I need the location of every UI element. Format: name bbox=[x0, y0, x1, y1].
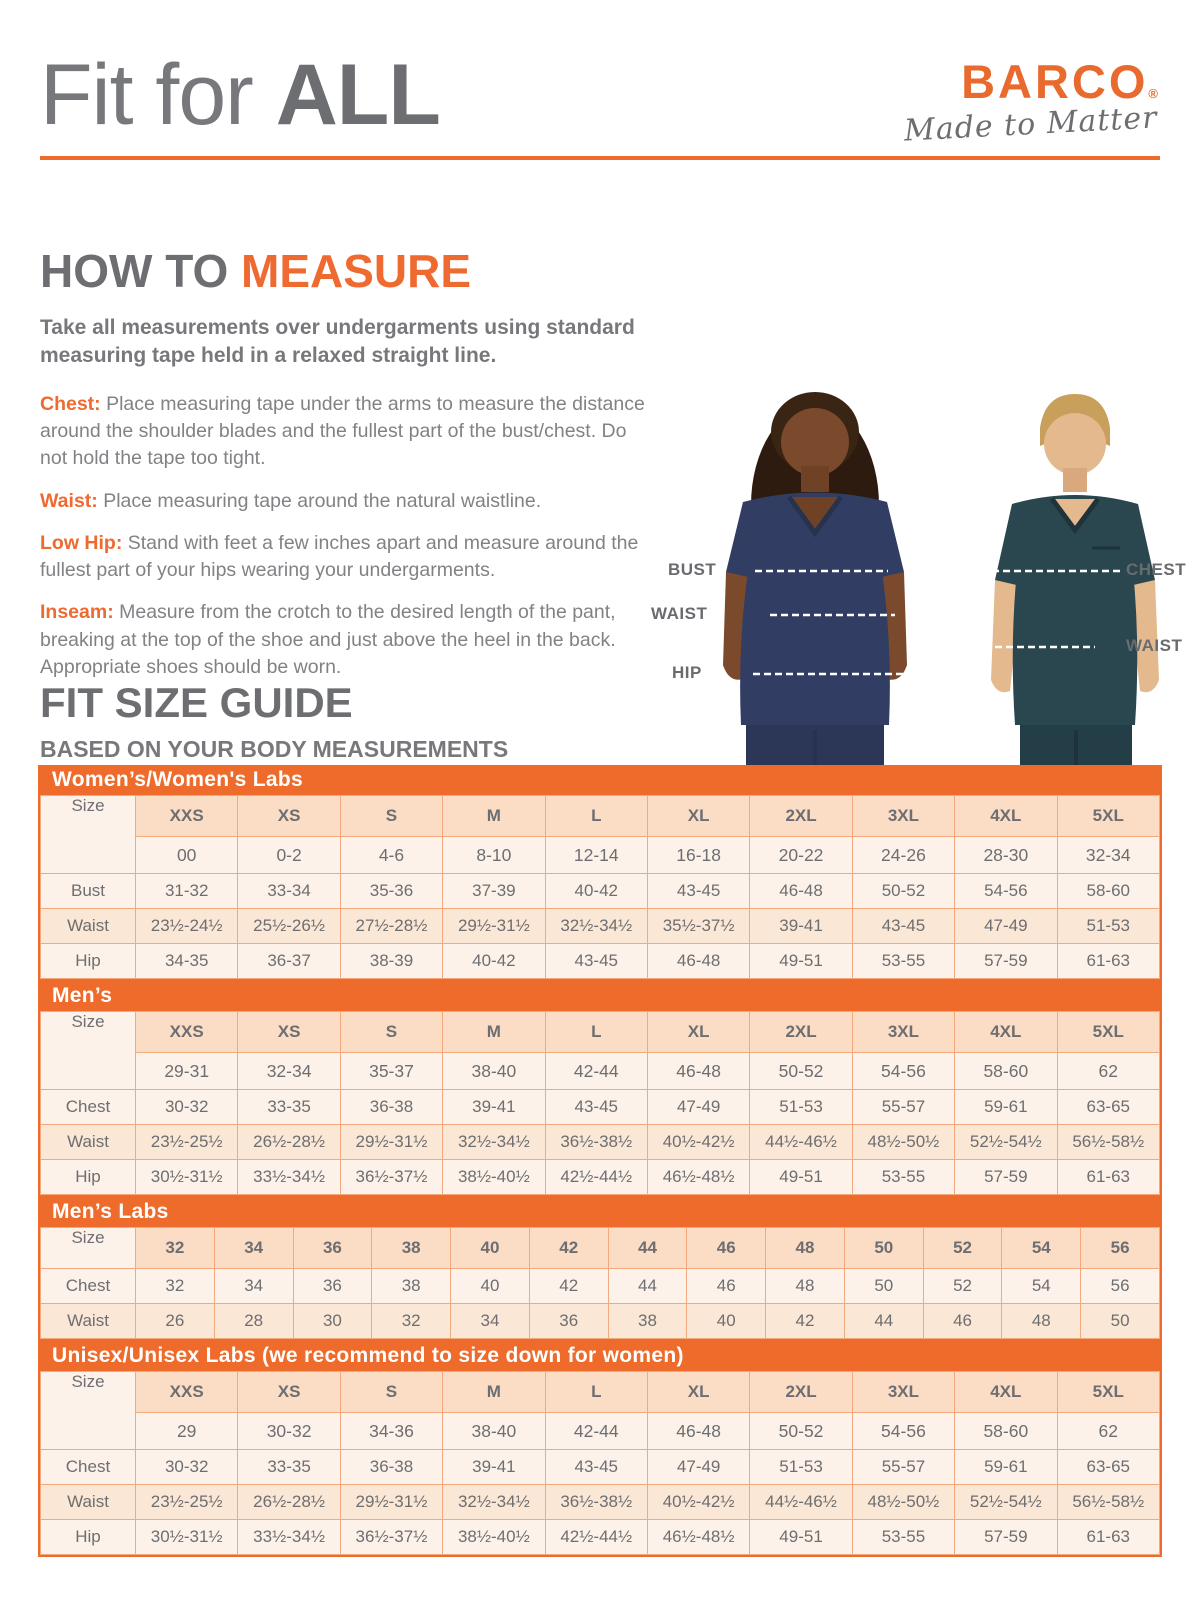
measurement-cell: 39-41 bbox=[443, 1450, 545, 1485]
measurement-cell: 46-48 bbox=[750, 874, 852, 909]
measurement-cell: 42½-44½ bbox=[545, 1520, 647, 1555]
measurement-cell: 44 bbox=[608, 1269, 687, 1304]
measurement-cell: 38½-40½ bbox=[443, 1160, 545, 1195]
measurement-cell: 32½-34½ bbox=[443, 1125, 545, 1160]
measurement-row bbox=[41, 874, 1160, 909]
measurement-cell: 38 bbox=[372, 1269, 451, 1304]
size-letter-cell: 38 bbox=[372, 1228, 451, 1269]
measurement-cell: 40½-42½ bbox=[647, 1125, 749, 1160]
measurement-cell: 31-32 bbox=[136, 874, 238, 909]
measurement-cell: 23½-25½ bbox=[136, 1125, 238, 1160]
step-label: Chest: bbox=[40, 392, 101, 415]
size-row-label: Size bbox=[41, 1372, 136, 1450]
measurement-cell: 44½-46½ bbox=[750, 1485, 852, 1520]
size-number-cell: 32-34 bbox=[238, 1053, 340, 1090]
measurement-row-label: Hip bbox=[41, 1160, 136, 1195]
measurement-cell: 34 bbox=[451, 1304, 530, 1339]
measurement-row bbox=[41, 1485, 1160, 1520]
measure-step-chest bbox=[40, 391, 655, 473]
measurement-cell: 35½-37½ bbox=[647, 909, 749, 944]
measurement-cell: 40-42 bbox=[545, 874, 647, 909]
measurement-cell: 30 bbox=[293, 1304, 372, 1339]
size-letter-cell: XS bbox=[238, 1012, 340, 1053]
measurement-cell: 47-49 bbox=[647, 1090, 749, 1125]
size-letter-cell: 50 bbox=[844, 1228, 923, 1269]
measurement-cell: 32 bbox=[372, 1304, 451, 1339]
bust-label: BUST bbox=[668, 560, 717, 579]
size-number-cell: 42-44 bbox=[545, 1413, 647, 1450]
size-letter-cell: 3XL bbox=[852, 1372, 954, 1413]
size-letter-cell: 44 bbox=[608, 1228, 687, 1269]
size-table-title: Men’s bbox=[40, 981, 1160, 1011]
size-number-row bbox=[41, 837, 1160, 874]
measurement-row-label: Hip bbox=[41, 944, 136, 979]
size-letter-cell: XL bbox=[647, 796, 749, 837]
step-text: Stand with feet a few inches apart and measure around the fullest part of your hips wearing your undergarments. bbox=[40, 531, 639, 582]
size-row-label: Size bbox=[41, 1228, 136, 1269]
measurement-cell: 54 bbox=[1002, 1269, 1081, 1304]
size-number-cell: 24-26 bbox=[852, 837, 954, 874]
measurement-row-label: Chest bbox=[41, 1090, 136, 1125]
measurement-cell: 33-35 bbox=[238, 1450, 340, 1485]
measurement-cell: 48 bbox=[1002, 1304, 1081, 1339]
measurement-cell: 36-38 bbox=[340, 1090, 442, 1125]
measurement-cell: 55-57 bbox=[852, 1450, 954, 1485]
measurement-cell: 32½-34½ bbox=[443, 1485, 545, 1520]
size-number-cell: 30-32 bbox=[238, 1413, 340, 1450]
size-number-cell: 34-36 bbox=[340, 1413, 442, 1450]
size-table bbox=[38, 1341, 1162, 1557]
size-table bbox=[38, 981, 1162, 1197]
measurement-cell: 47-49 bbox=[647, 1450, 749, 1485]
size-letter-row bbox=[41, 1228, 1160, 1269]
heading-orange-part: MEASURE bbox=[241, 245, 472, 297]
size-number-cell: 50-52 bbox=[750, 1053, 852, 1090]
size-letter-cell: 32 bbox=[136, 1228, 215, 1269]
measurement-cell: 39-41 bbox=[750, 909, 852, 944]
size-letter-cell: S bbox=[340, 1012, 442, 1053]
measurement-cell: 43-45 bbox=[545, 1450, 647, 1485]
measurement-cell: 50 bbox=[1081, 1304, 1160, 1339]
measurement-cell: 28 bbox=[214, 1304, 293, 1339]
man-figure bbox=[970, 394, 1159, 785]
measurement-cell: 34 bbox=[214, 1269, 293, 1304]
measurement-row bbox=[41, 1450, 1160, 1485]
size-letter-cell: 2XL bbox=[750, 1372, 852, 1413]
step-text: Place measuring tape under the arms to measure the distance around the shoulder blades and the fullest part of the bust/chest. Do not hold the tape too tight. bbox=[40, 392, 645, 470]
measurement-cell: 54-56 bbox=[955, 874, 1057, 909]
size-letter-cell: XL bbox=[647, 1372, 749, 1413]
measurement-cell: 49-51 bbox=[750, 944, 852, 979]
measurement-cell: 36-37 bbox=[238, 944, 340, 979]
measurement-cell: 61-63 bbox=[1057, 944, 1159, 979]
measurement-cell: 26 bbox=[136, 1304, 215, 1339]
measurement-cell: 23½-24½ bbox=[136, 909, 238, 944]
size-grid bbox=[40, 795, 1160, 979]
size-number-cell: 54-56 bbox=[852, 1053, 954, 1090]
size-table-title: Women’s/Women's Labs bbox=[40, 765, 1160, 795]
measurement-cell: 55-57 bbox=[852, 1090, 954, 1125]
how-to-measure-heading bbox=[40, 245, 655, 297]
registered-mark-icon: ® bbox=[1148, 86, 1158, 101]
measurement-cell: 42 bbox=[529, 1269, 608, 1304]
size-number-cell: 54-56 bbox=[852, 1413, 954, 1450]
measurement-cell: 35-36 bbox=[340, 874, 442, 909]
size-tables bbox=[38, 765, 1162, 1557]
measurement-cell: 53-55 bbox=[852, 944, 954, 979]
measurement-row-label: Chest bbox=[41, 1450, 136, 1485]
size-letter-cell: S bbox=[340, 796, 442, 837]
size-letter-cell: 5XL bbox=[1057, 1372, 1159, 1413]
measurement-row bbox=[41, 1090, 1160, 1125]
measurement-cell: 49-51 bbox=[750, 1520, 852, 1555]
size-letter-cell: 5XL bbox=[1057, 796, 1159, 837]
size-number-cell: 12-14 bbox=[545, 837, 647, 874]
measurement-cell: 39-41 bbox=[443, 1090, 545, 1125]
how-to-measure-section bbox=[40, 245, 655, 696]
measurement-cell: 53-55 bbox=[852, 1160, 954, 1195]
size-letter-cell: 5XL bbox=[1057, 1012, 1159, 1053]
measurement-cell: 36½-37½ bbox=[340, 1160, 442, 1195]
size-grid bbox=[40, 1227, 1160, 1339]
step-label: Low Hip: bbox=[40, 531, 123, 554]
measurement-row-label: Waist bbox=[41, 1485, 136, 1520]
measurement-cell: 44½-46½ bbox=[750, 1125, 852, 1160]
measure-step-low-hip bbox=[40, 530, 655, 585]
size-number-cell: 4-6 bbox=[340, 837, 442, 874]
page-title-light: Fit for bbox=[40, 47, 276, 143]
size-letter-cell: 54 bbox=[1002, 1228, 1081, 1269]
size-letter-cell: M bbox=[443, 1012, 545, 1053]
measurement-cell: 59-61 bbox=[955, 1090, 1057, 1125]
measurement-cell: 33½-34½ bbox=[238, 1160, 340, 1195]
measurement-cell: 52½-54½ bbox=[955, 1125, 1057, 1160]
measurement-cell: 59-61 bbox=[955, 1450, 1057, 1485]
size-grid bbox=[40, 1371, 1160, 1555]
models-illustration bbox=[640, 380, 1200, 785]
measurement-cell: 38-39 bbox=[340, 944, 442, 979]
measurement-cell: 40-42 bbox=[443, 944, 545, 979]
size-letter-cell: M bbox=[443, 1372, 545, 1413]
size-letter-cell: XS bbox=[238, 796, 340, 837]
size-letter-cell: 52 bbox=[923, 1228, 1002, 1269]
size-number-cell: 38-40 bbox=[443, 1413, 545, 1450]
size-row-label: Size bbox=[41, 796, 136, 874]
size-letter-cell: 3XL bbox=[852, 796, 954, 837]
measure-step-inseam bbox=[40, 599, 655, 681]
header-divider bbox=[40, 156, 1160, 160]
measurement-cell: 38½-40½ bbox=[443, 1520, 545, 1555]
size-letter-cell: XS bbox=[238, 1372, 340, 1413]
size-letter-cell: 4XL bbox=[955, 1372, 1057, 1413]
measurement-row bbox=[41, 909, 1160, 944]
measurement-cell: 36½-37½ bbox=[340, 1520, 442, 1555]
size-letter-cell: 56 bbox=[1081, 1228, 1160, 1269]
measurement-cell: 52½-54½ bbox=[955, 1485, 1057, 1520]
step-text: Measure from the crotch to the desired length of the pant, breaking at the top of the shoe and just above the heel in the back. Appropriate shoes should be worn. bbox=[40, 601, 616, 679]
measurement-cell: 30½-31½ bbox=[136, 1520, 238, 1555]
measurement-row-label: Chest bbox=[41, 1269, 136, 1304]
size-number-cell: 58-60 bbox=[955, 1053, 1057, 1090]
page-title bbox=[40, 47, 440, 143]
measurement-row-label: Bust bbox=[41, 874, 136, 909]
measurement-cell: 51-53 bbox=[1057, 909, 1159, 944]
measurement-cell: 30-32 bbox=[136, 1450, 238, 1485]
size-letter-cell: L bbox=[545, 1372, 647, 1413]
size-number-cell: 62 bbox=[1057, 1053, 1159, 1090]
size-letter-cell: 4XL bbox=[955, 1012, 1057, 1053]
size-letter-row bbox=[41, 1372, 1160, 1413]
size-number-cell: 58-60 bbox=[955, 1413, 1057, 1450]
hip-label: HIP bbox=[672, 663, 702, 682]
size-table bbox=[38, 765, 1162, 981]
measurement-cell: 34-35 bbox=[136, 944, 238, 979]
measurement-cell: 57-59 bbox=[955, 944, 1057, 979]
size-letter-cell: 2XL bbox=[750, 1012, 852, 1053]
measurement-cell: 43-45 bbox=[852, 909, 954, 944]
measurement-cell: 37-39 bbox=[443, 874, 545, 909]
measurement-row bbox=[41, 1160, 1160, 1195]
size-number-cell: 28-30 bbox=[955, 837, 1057, 874]
size-letter-cell: 46 bbox=[687, 1228, 766, 1269]
measurement-cell: 42½-44½ bbox=[545, 1160, 647, 1195]
measurement-cell: 36 bbox=[293, 1269, 372, 1304]
size-letter-cell: S bbox=[340, 1372, 442, 1413]
size-letter-cell: 4XL bbox=[955, 796, 1057, 837]
measurement-row bbox=[41, 1520, 1160, 1555]
measurement-cell: 57-59 bbox=[955, 1520, 1057, 1555]
measurement-cell: 51-53 bbox=[750, 1450, 852, 1485]
measurement-cell: 36½-38½ bbox=[545, 1485, 647, 1520]
size-number-cell: 62 bbox=[1057, 1413, 1159, 1450]
size-letter-cell: XXS bbox=[136, 1372, 238, 1413]
measurement-cell: 43-45 bbox=[545, 1090, 647, 1125]
measurement-cell: 30-32 bbox=[136, 1090, 238, 1125]
measurement-cell: 57-59 bbox=[955, 1160, 1057, 1195]
models-photo bbox=[640, 380, 1200, 785]
size-letter-cell: XXS bbox=[136, 796, 238, 837]
size-letter-cell: 2XL bbox=[750, 796, 852, 837]
measurement-cell: 25½-26½ bbox=[238, 909, 340, 944]
barco-logo bbox=[903, 55, 1159, 149]
measurement-cell: 36½-38½ bbox=[545, 1125, 647, 1160]
measurement-row bbox=[41, 1304, 1160, 1339]
measurement-row-label: Hip bbox=[41, 1520, 136, 1555]
measurement-row-label: Waist bbox=[41, 1304, 136, 1339]
measurement-cell: 61-63 bbox=[1057, 1520, 1159, 1555]
measurement-cell: 49-51 bbox=[750, 1160, 852, 1195]
measurement-cell: 30½-31½ bbox=[136, 1160, 238, 1195]
size-number-cell: 42-44 bbox=[545, 1053, 647, 1090]
waist-label-woman: WAIST bbox=[651, 604, 708, 623]
measurement-cell: 48 bbox=[766, 1269, 845, 1304]
size-number-cell: 46-48 bbox=[647, 1053, 749, 1090]
measurement-cell: 61-63 bbox=[1057, 1160, 1159, 1195]
measurement-cell: 27½-28½ bbox=[340, 909, 442, 944]
measurement-cell: 58-60 bbox=[1057, 874, 1159, 909]
measurement-cell: 29½-31½ bbox=[340, 1485, 442, 1520]
measurement-cell: 33-34 bbox=[238, 874, 340, 909]
measurement-cell: 40 bbox=[451, 1269, 530, 1304]
size-number-row bbox=[41, 1413, 1160, 1450]
measurement-cell: 42 bbox=[766, 1304, 845, 1339]
measure-step-waist bbox=[40, 488, 655, 515]
size-letter-cell: 3XL bbox=[852, 1012, 954, 1053]
size-letter-cell: M bbox=[443, 796, 545, 837]
measurement-cell: 46½-48½ bbox=[647, 1160, 749, 1195]
size-number-cell: 00 bbox=[136, 837, 238, 874]
size-letter-cell: L bbox=[545, 1012, 647, 1053]
barco-tagline: Made to Matter bbox=[903, 100, 1159, 149]
measurement-cell: 32 bbox=[136, 1269, 215, 1304]
heading-gray-part: HOW TO bbox=[40, 245, 242, 297]
measurement-cell: 56½-58½ bbox=[1057, 1485, 1159, 1520]
chest-label: CHEST bbox=[1126, 560, 1187, 579]
measurement-cell: 40 bbox=[687, 1304, 766, 1339]
measurement-cell: 63-65 bbox=[1057, 1090, 1159, 1125]
measurement-cell: 40½-42½ bbox=[647, 1485, 749, 1520]
size-letter-cell: 42 bbox=[529, 1228, 608, 1269]
measurement-cell: 52 bbox=[923, 1269, 1002, 1304]
size-number-cell: 8-10 bbox=[443, 837, 545, 874]
measurement-cell: 51-53 bbox=[750, 1090, 852, 1125]
size-letter-cell: XL bbox=[647, 1012, 749, 1053]
size-number-cell: 20-22 bbox=[750, 837, 852, 874]
size-number-cell: 32-34 bbox=[1057, 837, 1159, 874]
size-letter-cell: 48 bbox=[766, 1228, 845, 1269]
size-table bbox=[38, 1197, 1162, 1341]
size-number-cell: 29-31 bbox=[136, 1053, 238, 1090]
size-letter-cell: L bbox=[545, 796, 647, 837]
size-number-row bbox=[41, 1053, 1160, 1090]
measurement-cell: 46 bbox=[687, 1269, 766, 1304]
measurement-cell: 50 bbox=[844, 1269, 923, 1304]
size-number-cell: 0-2 bbox=[238, 837, 340, 874]
measurement-row-label: Waist bbox=[41, 909, 136, 944]
measurement-cell: 33½-34½ bbox=[238, 1520, 340, 1555]
size-letter-cell: 36 bbox=[293, 1228, 372, 1269]
measurement-cell: 48½-50½ bbox=[852, 1485, 954, 1520]
fit-size-guide-heading: FIT SIZE GUIDE bbox=[40, 679, 353, 726]
step-label: Waist: bbox=[40, 489, 98, 512]
size-letter-cell: 34 bbox=[214, 1228, 293, 1269]
measurement-row bbox=[41, 1125, 1160, 1160]
measurement-cell: 63-65 bbox=[1057, 1450, 1159, 1485]
measurement-row bbox=[41, 1269, 1160, 1304]
measurement-cell: 32½-34½ bbox=[545, 909, 647, 944]
measurement-row bbox=[41, 944, 1160, 979]
waist-label-man: WAIST bbox=[1126, 636, 1183, 655]
size-grid bbox=[40, 1011, 1160, 1195]
measurement-cell: 46-48 bbox=[647, 944, 749, 979]
step-label: Inseam: bbox=[40, 601, 114, 624]
measurement-cell: 29½-31½ bbox=[340, 1125, 442, 1160]
measurement-cell: 33-35 bbox=[238, 1090, 340, 1125]
measurement-cell: 53-55 bbox=[852, 1520, 954, 1555]
size-table-title: Men’s Labs bbox=[40, 1197, 1160, 1227]
measurement-cell: 47-49 bbox=[955, 909, 1057, 944]
measurement-cell: 26½-28½ bbox=[238, 1485, 340, 1520]
size-row-label: Size bbox=[41, 1012, 136, 1090]
step-text: Place measuring tape around the natural waistline. bbox=[97, 489, 542, 512]
size-letter-cell: XXS bbox=[136, 1012, 238, 1053]
measurement-cell: 46 bbox=[923, 1304, 1002, 1339]
size-number-cell: 38-40 bbox=[443, 1053, 545, 1090]
measurement-cell: 43-45 bbox=[647, 874, 749, 909]
measurement-cell: 50-52 bbox=[852, 874, 954, 909]
measurement-cell: 36-38 bbox=[340, 1450, 442, 1485]
measurement-cell: 36 bbox=[529, 1304, 608, 1339]
size-letter-cell: 40 bbox=[451, 1228, 530, 1269]
barco-wordmark: BARCO bbox=[961, 55, 1149, 108]
size-table-title: Unisex/Unisex Labs (we recommend to size down for women) bbox=[40, 1341, 1160, 1371]
page-title-bold: ALL bbox=[275, 47, 440, 143]
fit-size-guide-subheading: BASED ON YOUR BODY MEASUREMENTS bbox=[40, 736, 509, 762]
measurement-cell: 43-45 bbox=[545, 944, 647, 979]
measurement-cell: 48½-50½ bbox=[852, 1125, 954, 1160]
measurement-row-label: Waist bbox=[41, 1125, 136, 1160]
size-letter-row bbox=[41, 796, 1160, 837]
size-number-cell: 46-48 bbox=[647, 1413, 749, 1450]
measurement-cell: 29½-31½ bbox=[443, 909, 545, 944]
size-number-cell: 16-18 bbox=[647, 837, 749, 874]
measurement-cell: 26½-28½ bbox=[238, 1125, 340, 1160]
size-number-cell: 50-52 bbox=[750, 1413, 852, 1450]
measurement-cell: 23½-25½ bbox=[136, 1485, 238, 1520]
size-number-cell: 35-37 bbox=[340, 1053, 442, 1090]
measurement-cell: 56½-58½ bbox=[1057, 1125, 1159, 1160]
size-number-cell: 29 bbox=[136, 1413, 238, 1450]
measurement-cell: 46½-48½ bbox=[647, 1520, 749, 1555]
measurement-cell: 38 bbox=[608, 1304, 687, 1339]
measure-intro: Take all measurements over undergarments using standard measuring tape held in a relaxed straight line. bbox=[40, 316, 635, 368]
measurement-cell: 44 bbox=[844, 1304, 923, 1339]
measurement-cell: 56 bbox=[1081, 1269, 1160, 1304]
size-letter-row bbox=[41, 1012, 1160, 1053]
woman-figure bbox=[723, 392, 918, 785]
